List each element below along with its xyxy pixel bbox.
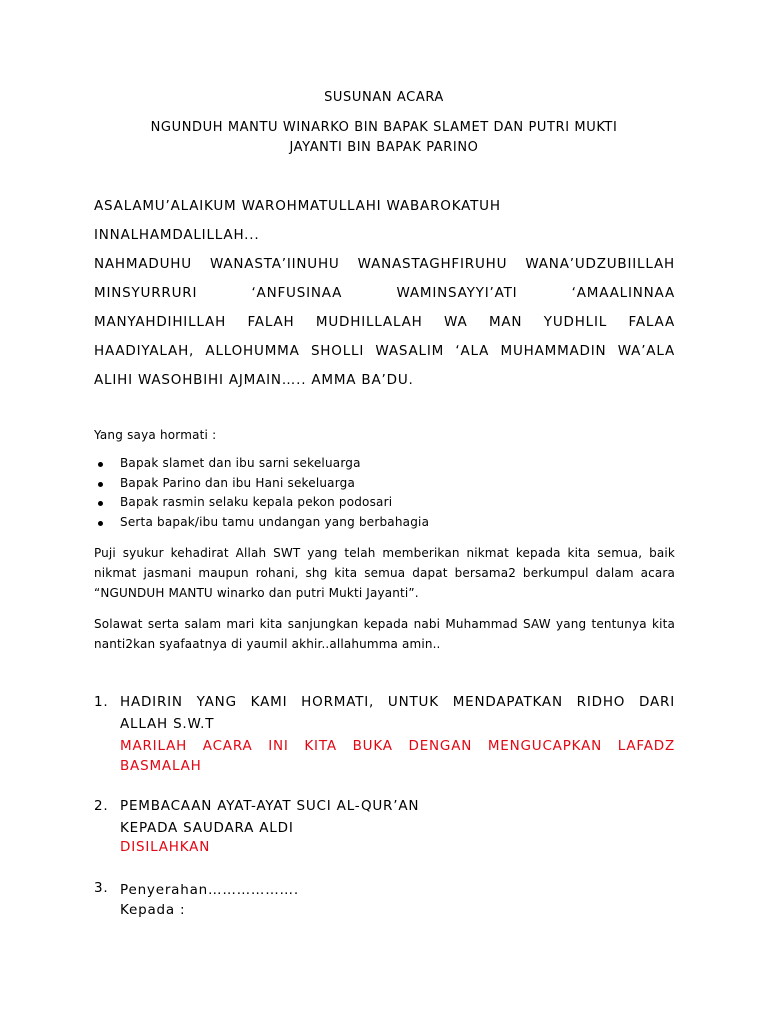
document-title: SUSUNAN ACARA xyxy=(324,90,444,105)
item-1-line-1: HADIRIN YANG KAMI HORMATI, UNTUK MENDAPATKAN RIDHO DARI xyxy=(120,694,675,710)
respect-list xyxy=(94,456,429,534)
list-item xyxy=(94,456,429,476)
item-1-number: 1. xyxy=(94,694,109,710)
item-1-line-2: ALLAH S.W.T xyxy=(120,716,215,732)
document-subtitle-line-2: JAYANTI BIN BAPAK PARINO xyxy=(289,140,479,155)
salam-line: ASALAMU’ALAIKUM WAROHMATULLAHI WABAROKATUH xyxy=(94,198,501,214)
list-item-text: Bapak slamet dan ibu sarni sekeluarga xyxy=(120,456,361,470)
opening-line-4: HAADIYALAH, ALLOHUMMA SHOLLI WASALIM ‘ALA MUHAMMADIN WA’ALA xyxy=(94,343,675,359)
list-item-text: Bapak Parino dan ibu Hani sekeluarga xyxy=(120,475,356,490)
opening-line-2: MINSYURRURI ‘ANFUSINAA WAMINSAYYI’ATI ‘AMAALINNAA xyxy=(94,285,675,301)
list-item-text: Bapak rasmin selaku kepala pekon podosari xyxy=(120,495,393,509)
solawat-paragraph: Solawat serta salam mari kita sanjungkan kepada nabi Muhammad SAW yang tentunya kita nanti2kan syafaatnya di yaumil akhir..allahumma amin.. xyxy=(94,617,675,651)
opening-last-line: ALIHI WASOHBIHI AJMAIN….. AMMA BA’DU. xyxy=(94,372,414,388)
bullet-icon xyxy=(98,521,103,526)
item-3-number: 3. xyxy=(94,880,109,896)
hamdalah-line: INNALHAMDALILLAH... xyxy=(94,227,260,243)
item-2-red-line-1: DISILAHKAN xyxy=(120,839,211,855)
item-3-line-1: Penyerahan………………. xyxy=(120,882,299,898)
list-item-text: Serta bapak/ibu tamu undangan yang berbahagia xyxy=(120,514,430,529)
list-item xyxy=(94,476,429,496)
item-3-line-2: Kepada : xyxy=(120,902,186,918)
respect-heading: Yang saya hormati : xyxy=(94,428,217,442)
opening-line-3: MANYAHDIHILLAH FALAH MUDHILLALAH WA MAN YUDHLIL FALAA xyxy=(94,314,675,330)
item-2-line-1: PEMBACAAN AYAT-AYAT SUCI AL-QUR’AN xyxy=(120,798,420,814)
document-subtitle-line-1: NGUNDUH MANTU WINARKO BIN BAPAK SLAMET DAN PUTRI MUKTI xyxy=(150,120,618,135)
bullet-icon xyxy=(98,482,103,487)
item-2-line-2: KEPADA SAUDARA ALDI xyxy=(120,820,294,836)
bullet-icon xyxy=(98,501,103,506)
opening-line-1: NAHMADUHU WANASTA’IINUHU WANASTAGHFIRUHU WANA’UDZUBIILLAH xyxy=(94,256,675,272)
syukur-paragraph: Puji syukur kehadirat Allah SWT yang telah memberikan nikmat kepada kita semua, baik nikmat jasmani maupun rohani, shg kita semua dapat bersama2 berkumpul dalam acara “NGUNDUH MANTU winarko dan putri Mukti Jayanti”. xyxy=(94,546,675,600)
item-1-red-line-1: MARILAH ACARA INI KITA BUKA DENGAN MENGUCAPKAN LAFADZ xyxy=(120,738,675,754)
item-2-number: 2. xyxy=(94,798,109,814)
bullet-icon xyxy=(98,462,103,467)
list-item xyxy=(94,495,429,515)
list-item xyxy=(94,515,429,535)
item-1-red-line-2: BASMALAH xyxy=(120,758,202,774)
